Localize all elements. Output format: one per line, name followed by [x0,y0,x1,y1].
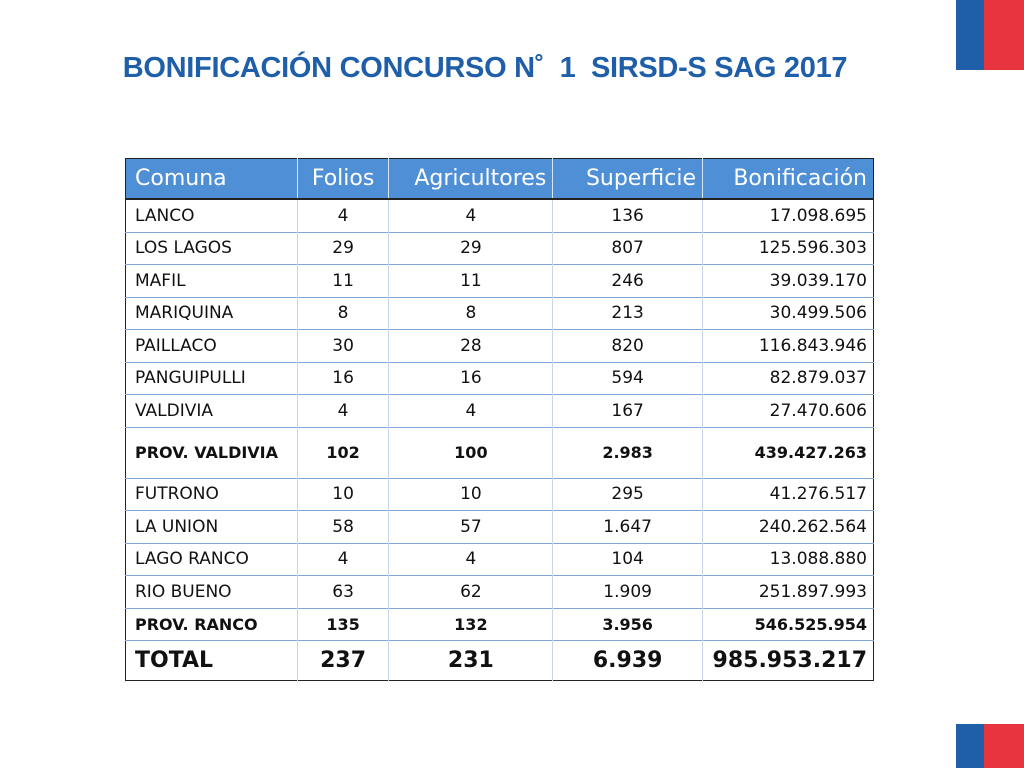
cell-comuna: PROV. RANCO [126,608,298,641]
cell-bonificacion: 125.596.303 [703,232,874,265]
cell-agricultores: 10 [389,478,553,511]
cell-agricultores: 28 [389,330,553,363]
cell-comuna: LANCO [126,199,298,232]
cell-folios: 135 [297,608,389,641]
table-row [126,199,874,232]
cell-superficie: 1.909 [553,576,703,609]
cell-folios: 4 [297,543,389,576]
cell-folios: 4 [297,199,389,232]
cell-comuna: FUTRONO [126,478,298,511]
cell-superficie: 213 [553,297,703,330]
cell-bonificacion: 985.953.217 [703,641,874,681]
table-row [126,330,874,363]
cell-comuna: TOTAL [126,641,298,681]
cell-superficie: 2.983 [553,427,703,478]
cell-superficie: 807 [553,232,703,265]
header-row [126,159,874,200]
cell-folios: 8 [297,297,389,330]
cell-folios: 16 [297,362,389,395]
cell-agricultores: 231 [389,641,553,681]
bonificacion-table [125,158,874,681]
cell-folios: 102 [297,427,389,478]
cell-superficie: 820 [553,330,703,363]
cell-superficie: 594 [553,362,703,395]
cell-bonificacion: 82.879.037 [703,362,874,395]
table-row [126,511,874,544]
cell-agricultores: 4 [389,395,553,428]
table-header [126,159,874,200]
cell-superficie: 1.647 [553,511,703,544]
cell-comuna: MARIQUINA [126,297,298,330]
cell-superficie: 295 [553,478,703,511]
header-superficie: Superficie [553,159,703,200]
table-row [126,362,874,395]
subtotal-row [126,608,874,641]
table-row [126,395,874,428]
cell-agricultores: 29 [389,232,553,265]
table-row [126,576,874,609]
header-agricultores: Agricultores [389,159,553,200]
cell-superficie: 3.956 [553,608,703,641]
cell-folios: 4 [297,395,389,428]
cell-bonificacion: 27.470.606 [703,395,874,428]
table-row [126,232,874,265]
cell-comuna: PAILLACO [126,330,298,363]
flag-blue-stripe [956,724,984,768]
cell-comuna: LOS LAGOS [126,232,298,265]
cell-bonificacion: 439.427.263 [703,427,874,478]
cell-agricultores: 132 [389,608,553,641]
cell-bonificacion: 240.262.564 [703,511,874,544]
flag-red-stripe [984,724,1024,768]
cell-bonificacion: 17.098.695 [703,199,874,232]
cell-comuna: LA UNION [126,511,298,544]
cell-comuna: RIO BUENO [126,576,298,609]
cell-bonificacion: 39.039.170 [703,265,874,298]
table-row [126,265,874,298]
cell-superficie: 136 [553,199,703,232]
flag-decoration-bottom [956,724,1024,768]
header-folios: Folios [297,159,389,200]
cell-folios: 29 [297,232,389,265]
cell-folios: 10 [297,478,389,511]
cell-agricultores: 4 [389,199,553,232]
cell-folios: 58 [297,511,389,544]
cell-comuna: PANGUIPULLI [126,362,298,395]
cell-bonificacion: 30.499.506 [703,297,874,330]
cell-bonificacion: 13.088.880 [703,543,874,576]
cell-agricultores: 57 [389,511,553,544]
cell-folios: 11 [297,265,389,298]
cell-agricultores: 11 [389,265,553,298]
cell-comuna: VALDIVIA [126,395,298,428]
page-title: BONIFICACIÓN CONCURSO N˚ 1 SIRSD-S SAG 2017 [122,52,848,84]
cell-comuna: MAFIL [126,265,298,298]
flag-red-stripe [984,0,1024,70]
cell-agricultores: 62 [389,576,553,609]
cell-folios: 30 [297,330,389,363]
header-comuna: Comuna [126,159,298,200]
cell-bonificacion: 546.525.954 [703,608,874,641]
cell-superficie: 6.939 [553,641,703,681]
table-row [126,543,874,576]
cell-bonificacion: 251.897.993 [703,576,874,609]
table-row [126,478,874,511]
cell-folios: 237 [297,641,389,681]
cell-agricultores: 8 [389,297,553,330]
subtotal-row [126,427,874,478]
cell-bonificacion: 116.843.946 [703,330,874,363]
cell-agricultores: 100 [389,427,553,478]
table-row [126,297,874,330]
cell-bonificacion: 41.276.517 [703,478,874,511]
cell-agricultores: 16 [389,362,553,395]
cell-superficie: 167 [553,395,703,428]
total-row [126,641,874,681]
cell-folios: 63 [297,576,389,609]
cell-agricultores: 4 [389,543,553,576]
cell-superficie: 246 [553,265,703,298]
cell-superficie: 104 [553,543,703,576]
header-bonificacion: Bonificación [703,159,874,200]
cell-comuna: LAGO RANCO [126,543,298,576]
cell-comuna: PROV. VALDIVIA [126,427,298,478]
